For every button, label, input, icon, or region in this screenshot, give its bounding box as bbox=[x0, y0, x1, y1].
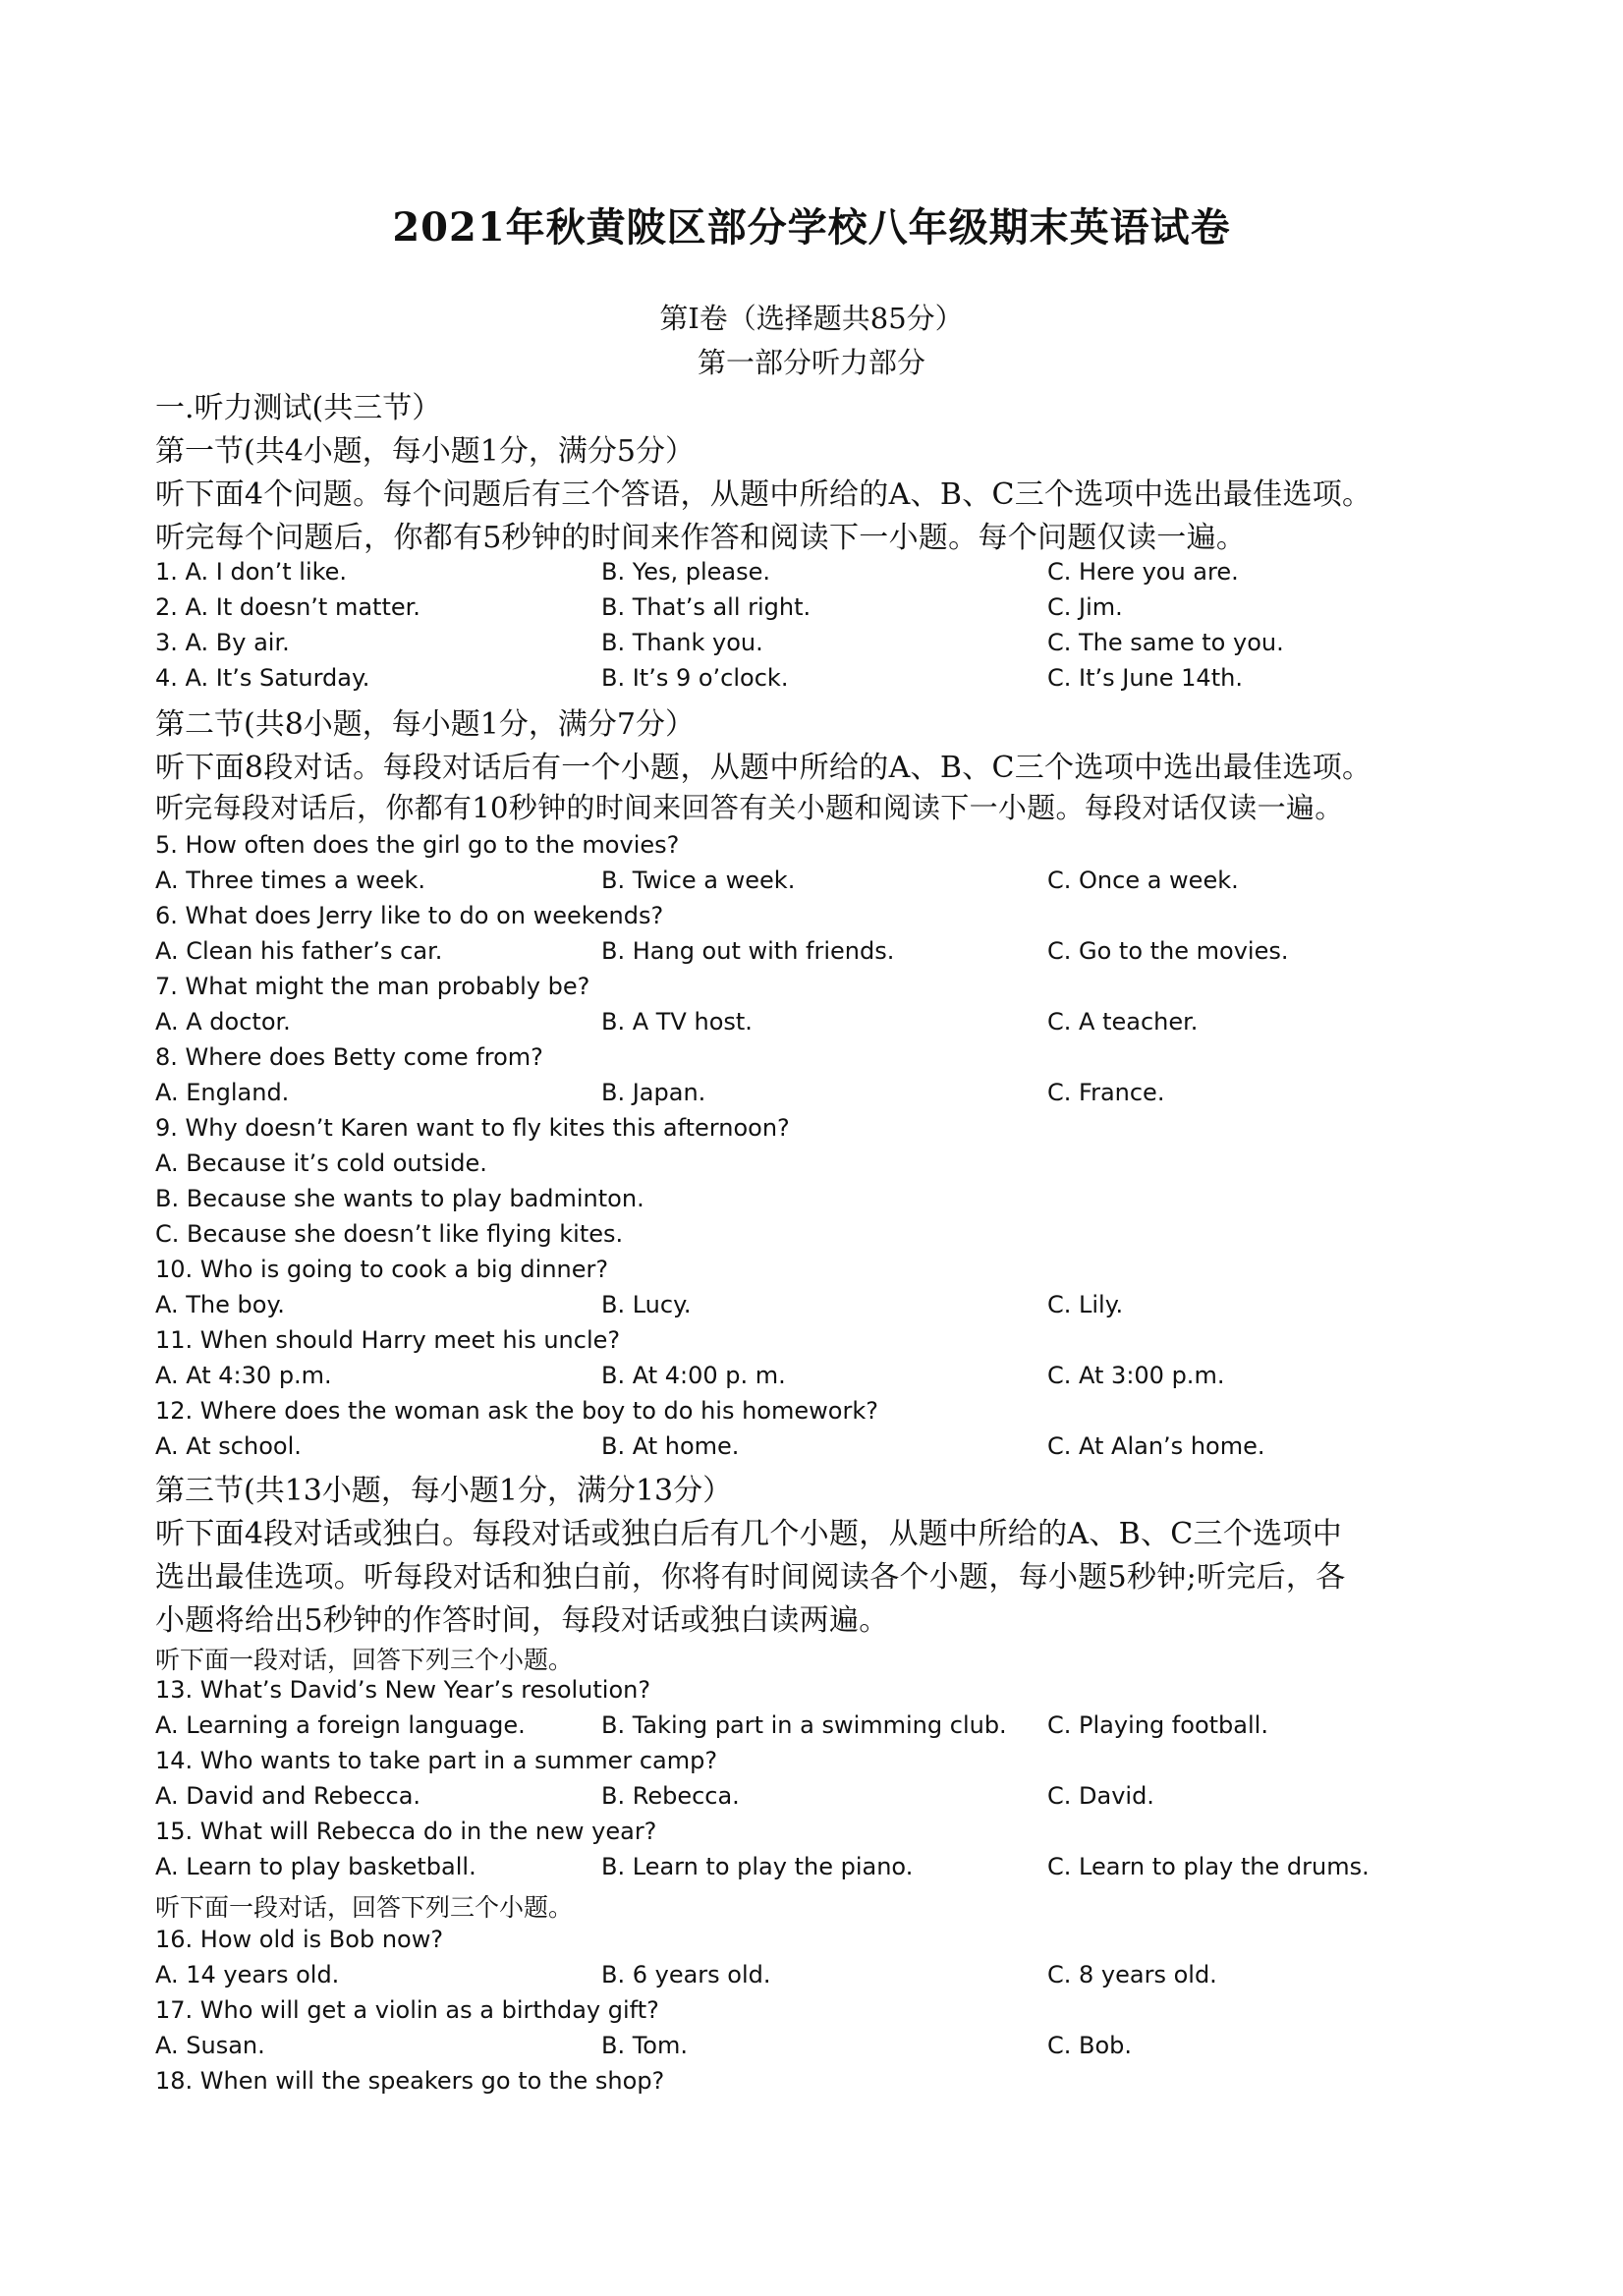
question-text: 18. When will the speakers go to the shop? bbox=[155, 2067, 665, 2095]
option-a: 2. A. It doesn’t matter. bbox=[155, 593, 420, 621]
option-a: A. Three times a week. bbox=[155, 867, 426, 894]
option-a: A. The boy. bbox=[155, 1291, 285, 1318]
option-c: C. The same to you. bbox=[1047, 629, 1284, 656]
options-row bbox=[0, 1782, 1623, 1816]
options-row bbox=[0, 1432, 1623, 1466]
option-c: C. Bob. bbox=[1047, 2032, 1133, 2059]
question-row bbox=[0, 1256, 1623, 1289]
option-a: A. At school. bbox=[155, 1432, 302, 1460]
question-row bbox=[0, 664, 1623, 698]
option-a: A. Learning a foreign language. bbox=[155, 1711, 526, 1739]
option-b: B. A TV host. bbox=[601, 1008, 753, 1036]
option-a: A. 14 years old. bbox=[155, 1961, 340, 1988]
option-c: C. Jim. bbox=[1047, 593, 1123, 621]
sec3-heading: 第三节(共13小题，每小题1分，满分13分） bbox=[155, 1474, 733, 1508]
option-c: C. Here you are. bbox=[1047, 558, 1239, 586]
question-row bbox=[0, 1996, 1623, 2030]
question-row bbox=[0, 558, 1623, 591]
option-c: C. David. bbox=[1047, 1782, 1154, 1810]
option-c: C. Go to the movies. bbox=[1047, 937, 1289, 965]
option-a: A. Susan. bbox=[155, 2032, 265, 2059]
options-row bbox=[0, 1291, 1623, 1324]
options-row bbox=[0, 1185, 1623, 1218]
sec3-instruction: 选出最佳选项。听每段对话和独白前，你将有时间阅读各个小题，每小题5秒钟;听完后，各 bbox=[155, 1560, 1346, 1595]
question-text: 16. How old is Bob now? bbox=[155, 1926, 444, 1953]
option-b: B. Learn to play the piano. bbox=[601, 1853, 914, 1880]
question-text: 17. Who will get a violin as a birthday gift? bbox=[155, 1996, 659, 2024]
option-b: B. Lucy. bbox=[601, 1291, 692, 1318]
options-row bbox=[0, 1149, 1623, 1183]
exam-title: 2021年秋黄陂区部分学校八年级期末英语试卷 bbox=[392, 204, 1231, 251]
option-a: 1. A. I don’t like. bbox=[155, 558, 348, 586]
sec1-instruction: 听完每个问题后，你都有5秒钟的时间来作答和阅读下一小题。每个问题仅读一遍。 bbox=[155, 521, 1247, 555]
sec2-instruction: 听完每段对话后，你都有10秒钟的时间来回答有关小题和阅读下一小题。每段对话仅读一遍。 bbox=[155, 791, 1344, 824]
option-b: B. Because she wants to play badminton. bbox=[155, 1185, 644, 1212]
question-row bbox=[0, 831, 1623, 865]
sec2-instruction: 听下面8段对话。每段对话后有一个小题，从题中所给的A、B、C三个选项中选出最佳选项。 bbox=[155, 751, 1372, 785]
options-row bbox=[0, 1220, 1623, 1254]
volume-heading: 第Ⅰ卷（选择题共85分） bbox=[659, 302, 964, 335]
question-text: 11. When should Harry meet his uncle? bbox=[155, 1326, 621, 1354]
option-c: C. Playing football. bbox=[1047, 1711, 1268, 1739]
question-text: 8. Where does Betty come from? bbox=[155, 1043, 543, 1071]
options-row bbox=[0, 1711, 1623, 1745]
option-c: C. At 3:00 p.m. bbox=[1047, 1362, 1225, 1389]
option-a: A. A doctor. bbox=[155, 1008, 291, 1036]
option-a: A. David and Rebecca. bbox=[155, 1782, 421, 1810]
question-row bbox=[0, 902, 1623, 935]
question-text: 7. What might the man probably be? bbox=[155, 973, 590, 1000]
question-row bbox=[0, 1676, 1623, 1709]
option-b: B. Tom. bbox=[601, 2032, 688, 2059]
option-b: B. Twice a week. bbox=[601, 867, 796, 894]
question-row bbox=[0, 629, 1623, 662]
option-c: C. Because she doesn’t like flying kites. bbox=[155, 1220, 624, 1248]
question-row bbox=[0, 1397, 1623, 1430]
option-c: C. 8 years old. bbox=[1047, 1961, 1217, 1988]
option-a: 4. A. It’s Saturday. bbox=[155, 664, 370, 692]
sec3-instruction: 听下面4段对话或独白。每段对话或独白后有几个小题，从题中所给的A、B、C三个选项中 bbox=[155, 1517, 1343, 1551]
question-row bbox=[0, 1818, 1623, 1851]
question-text: 6. What does Jerry like to do on weekends? bbox=[155, 902, 664, 929]
option-b: B. At home. bbox=[601, 1432, 740, 1460]
question-row bbox=[0, 1926, 1623, 1959]
question-row bbox=[0, 593, 1623, 627]
question-row bbox=[0, 973, 1623, 1006]
options-row bbox=[0, 867, 1623, 900]
question-row bbox=[0, 1326, 1623, 1360]
option-c: C. Once a week. bbox=[1047, 867, 1239, 894]
option-c: C. Learn to play the drums. bbox=[1047, 1853, 1370, 1880]
option-a: A. Clean his father’s car. bbox=[155, 937, 443, 965]
option-a: A. Learn to play basketball. bbox=[155, 1853, 476, 1880]
sec1-heading: 第一节(共4小题，每小题1分，满分5分） bbox=[155, 434, 695, 469]
option-b: B. 6 years old. bbox=[601, 1961, 771, 1988]
question-text: 12. Where does the woman ask the boy to do his homework? bbox=[155, 1397, 878, 1425]
options-row bbox=[0, 1961, 1623, 1994]
option-b: B. Taking part in a swimming club. bbox=[601, 1711, 1007, 1739]
options-row bbox=[0, 1853, 1623, 1886]
option-b: B. Japan. bbox=[601, 1079, 706, 1106]
question-text: 14. Who wants to take part in a summer camp? bbox=[155, 1747, 718, 1774]
option-c: C. At Alan’s home. bbox=[1047, 1432, 1265, 1460]
question-row bbox=[0, 1043, 1623, 1077]
question-text: 10. Who is going to cook a big dinner? bbox=[155, 1256, 609, 1283]
option-a: A. Because it’s cold outside. bbox=[155, 1149, 487, 1177]
option-c: C. A teacher. bbox=[1047, 1008, 1199, 1036]
question-row bbox=[0, 2067, 1623, 2100]
question-text: 5. How often does the girl go to the movies? bbox=[155, 831, 680, 859]
option-a: A. At 4:30 p.m. bbox=[155, 1362, 332, 1389]
question-text: 15. What will Rebecca do in the new year? bbox=[155, 1818, 657, 1845]
option-b: B. Rebecca. bbox=[601, 1782, 740, 1810]
sec1-instruction: 听下面4个问题。每个问题后有三个答语，从题中所给的A、B、C三个选项中选出最佳选项。 bbox=[155, 477, 1372, 512]
question-text: 9. Why doesn’t Karen want to fly kites this afternoon? bbox=[155, 1114, 790, 1142]
section-heading: 一.听力测试(共三节） bbox=[155, 391, 442, 425]
dialogue-note: 听下面一段对话，回答下列三个小题。 bbox=[155, 1893, 574, 1922]
sec2-heading: 第二节(共8小题，每小题1分，满分7分） bbox=[155, 707, 695, 742]
options-row bbox=[0, 2032, 1623, 2065]
option-a: 3. A. By air. bbox=[155, 629, 290, 656]
option-a: A. England. bbox=[155, 1079, 290, 1106]
option-c: C. It’s June 14th. bbox=[1047, 664, 1243, 692]
question-row bbox=[0, 1114, 1623, 1148]
option-b: B. It’s 9 o’clock. bbox=[601, 664, 789, 692]
part-heading: 第一部分听力部分 bbox=[697, 346, 925, 379]
option-c: C. Lily. bbox=[1047, 1291, 1124, 1318]
option-b: B. At 4:00 p. m. bbox=[601, 1362, 786, 1389]
option-b: B. Hang out with friends. bbox=[601, 937, 895, 965]
option-b: B. Thank you. bbox=[601, 629, 763, 656]
options-row bbox=[0, 1008, 1623, 1041]
option-b: B. Yes, please. bbox=[601, 558, 770, 586]
question-text: 13. What’s David’s New Year’s resolution? bbox=[155, 1676, 651, 1704]
options-row bbox=[0, 937, 1623, 971]
options-row bbox=[0, 1079, 1623, 1112]
dialogue-note: 听下面一段对话，回答下列三个小题。 bbox=[155, 1646, 574, 1674]
question-row bbox=[0, 1747, 1623, 1780]
sec3-instruction: 小题将给出5秒钟的作答时间，每段对话或独白读两遍。 bbox=[155, 1603, 889, 1638]
option-b: B. That’s all right. bbox=[601, 593, 812, 621]
options-row bbox=[0, 1362, 1623, 1395]
option-c: C. France. bbox=[1047, 1079, 1165, 1106]
